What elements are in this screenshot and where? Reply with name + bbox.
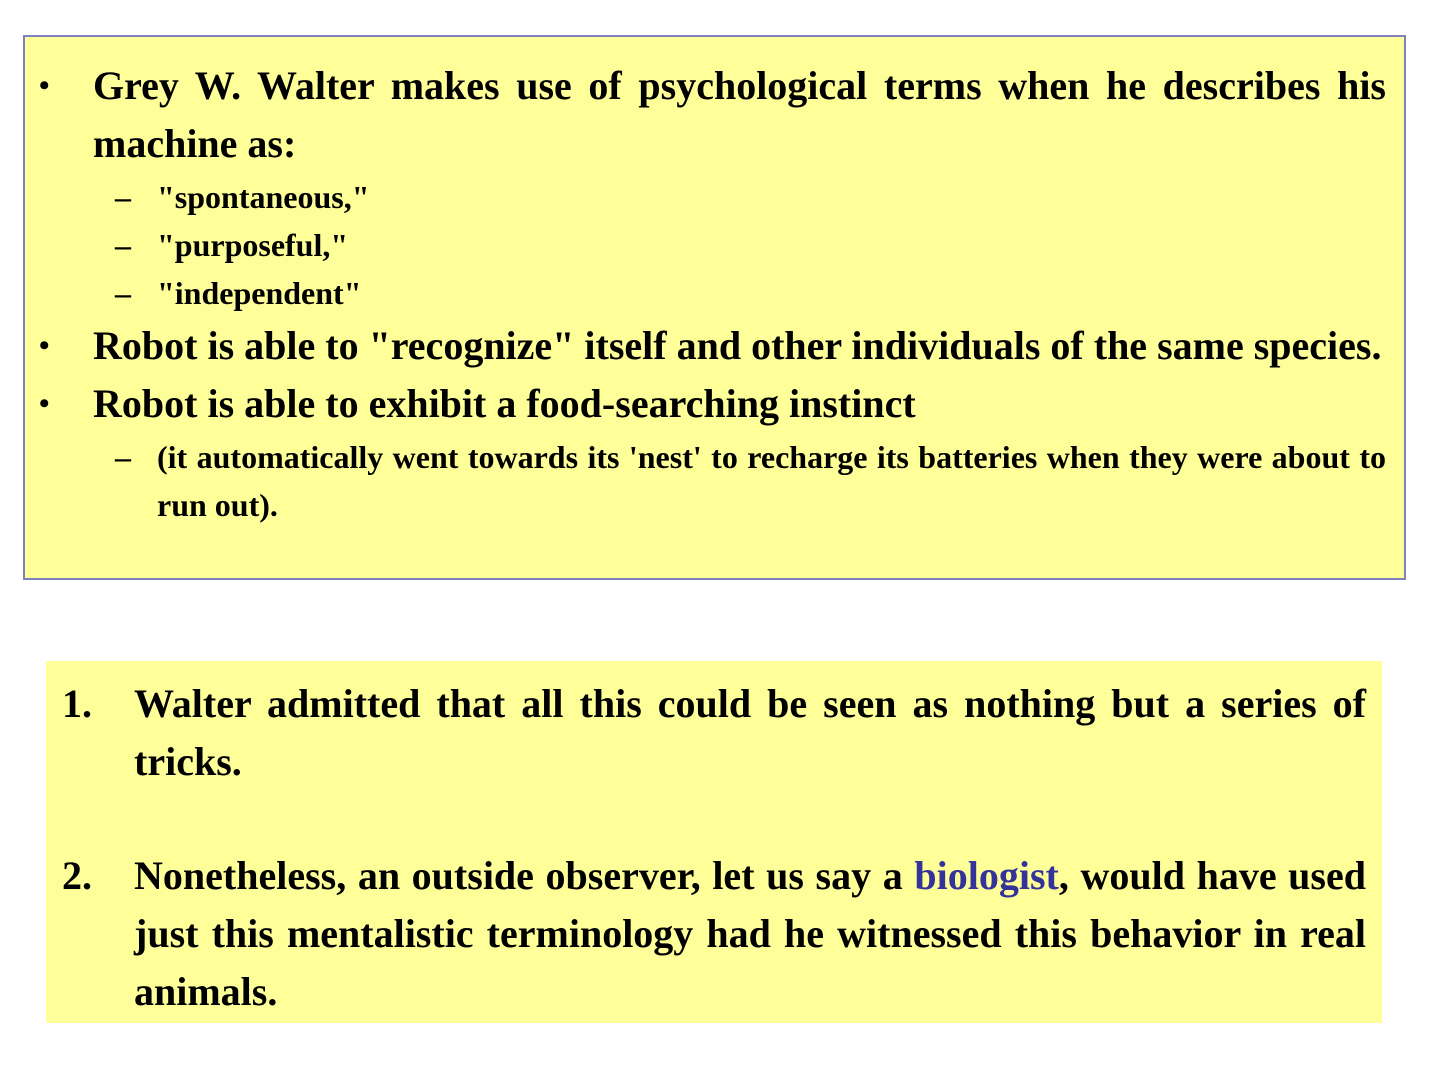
sub-item-text: "spontaneous," (157, 179, 370, 215)
bullet-marker: • (39, 329, 50, 362)
bullet-item-food-searching (25, 375, 1386, 433)
bullet-item-walter (25, 57, 1386, 173)
bullet-item-recognize (25, 317, 1386, 375)
numbered-item-text-before: Nonetheless, an outside observer, let us say a (134, 853, 915, 898)
top-bullet-box (23, 35, 1406, 580)
bullet-marker: • (39, 387, 50, 420)
numbered-item-text-after: , would have used just this mentalistic terminology had he witnessed this behavior in real animals. (134, 853, 1366, 1014)
sub-item-independent (25, 269, 1386, 317)
item-number: 1. (62, 681, 92, 726)
sub-item-nest (25, 433, 1386, 529)
numbered-item-text: Walter admitted that all this could be seen as nothing but a series of tricks. (134, 681, 1366, 784)
numbered-item-2 (46, 847, 1366, 1021)
list-spacer (46, 791, 1366, 847)
item-number: 2. (62, 853, 92, 898)
bottom-numbered-box (46, 661, 1382, 1023)
highlighted-word-biologist: biologist (914, 853, 1059, 898)
dash-marker: – (115, 275, 131, 311)
dash-marker: – (115, 439, 131, 475)
bullet-text: Robot is able to "recognize" itself and other individuals of the same species. (93, 323, 1382, 368)
bullet-marker: • (39, 69, 50, 102)
dash-marker: – (115, 227, 131, 263)
sub-item-text: (it automatically went towards its 'nest' to recharge its batteries when they were about to run out). (157, 439, 1386, 523)
sub-item-text: "purposeful," (157, 227, 349, 263)
bullet-text: Grey W. Walter makes use of psychological terms when he describes his machine as: (93, 63, 1386, 166)
numbered-item-1 (46, 675, 1366, 791)
sub-item-text: "independent" (157, 275, 362, 311)
sub-item-purposeful (25, 221, 1386, 269)
dash-marker: – (115, 179, 131, 215)
bullet-text: Robot is able to exhibit a food-searching instinct (93, 381, 916, 426)
sub-item-spontaneous (25, 173, 1386, 221)
